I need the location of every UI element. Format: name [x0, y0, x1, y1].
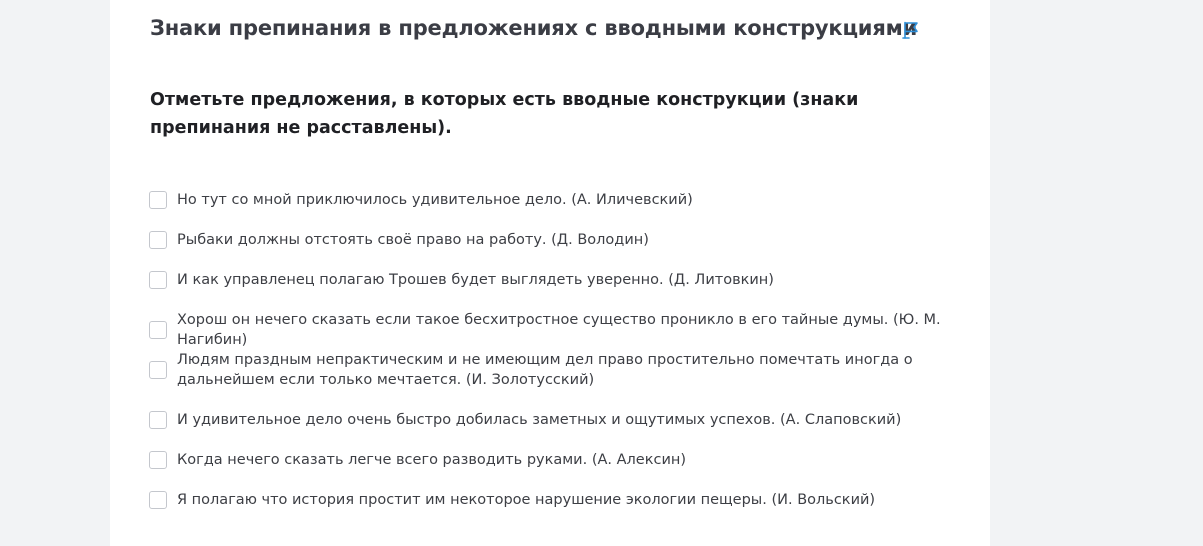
- option-label: И удивительное дело очень быстро добилась заметных и ощутимых успехов. (А. Слаповский): [177, 412, 902, 428]
- option-checkbox[interactable]: [149, 231, 167, 249]
- option-label: Но тут со мной приключилось удивительное дело. (А. Иличевский): [177, 192, 693, 208]
- question-text: Отметьте предложения, в которых есть вводные конструкции (знаки препинания не расставлены).: [150, 90, 859, 138]
- flag-icon[interactable]: [901, 20, 921, 40]
- task-card: [110, 0, 990, 546]
- option-label: Когда нечего сказать легче всего разводить руками. (А. Алексин): [177, 452, 687, 468]
- option-checkbox[interactable]: [149, 411, 167, 429]
- answer-option[interactable]: [149, 490, 949, 510]
- option-checkbox[interactable]: [149, 361, 167, 379]
- option-checkbox[interactable]: [149, 451, 167, 469]
- answer-option[interactable]: [149, 270, 949, 290]
- answer-option[interactable]: [149, 310, 949, 350]
- task-title: Знаки препинания в предложениях с вводными конструкциями: [150, 16, 918, 40]
- task-header: [150, 16, 930, 46]
- answer-option[interactable]: [149, 450, 949, 470]
- answer-option[interactable]: [149, 230, 949, 250]
- option-label: Я полагаю что история простит им некоторое нарушение экологии пещеры. (И. Вольский): [177, 492, 876, 508]
- option-label: Рыбаки должны отстоять своё право на работу. (Д. Володин): [177, 232, 649, 248]
- answer-option[interactable]: [149, 190, 949, 210]
- option-checkbox[interactable]: [149, 491, 167, 509]
- option-label: Хорош он нечего сказать если такое бесхитростное существо проникло в его тайные думы. (Ю. М. Нагибин): [177, 312, 941, 348]
- answer-option[interactable]: [149, 350, 949, 390]
- answer-option[interactable]: [149, 410, 949, 430]
- option-checkbox[interactable]: [149, 191, 167, 209]
- option-checkbox[interactable]: [149, 271, 167, 289]
- option-checkbox[interactable]: [149, 321, 167, 339]
- option-label: Людям праздным непрактическим и не имеющим дел право простительно помечтать иногда о дальнейшем если только мечтается. (И. Золотусский): [177, 352, 913, 388]
- option-label: И как управленец полагаю Трошев будет выглядеть уверенно. (Д. Литовкин): [177, 272, 774, 288]
